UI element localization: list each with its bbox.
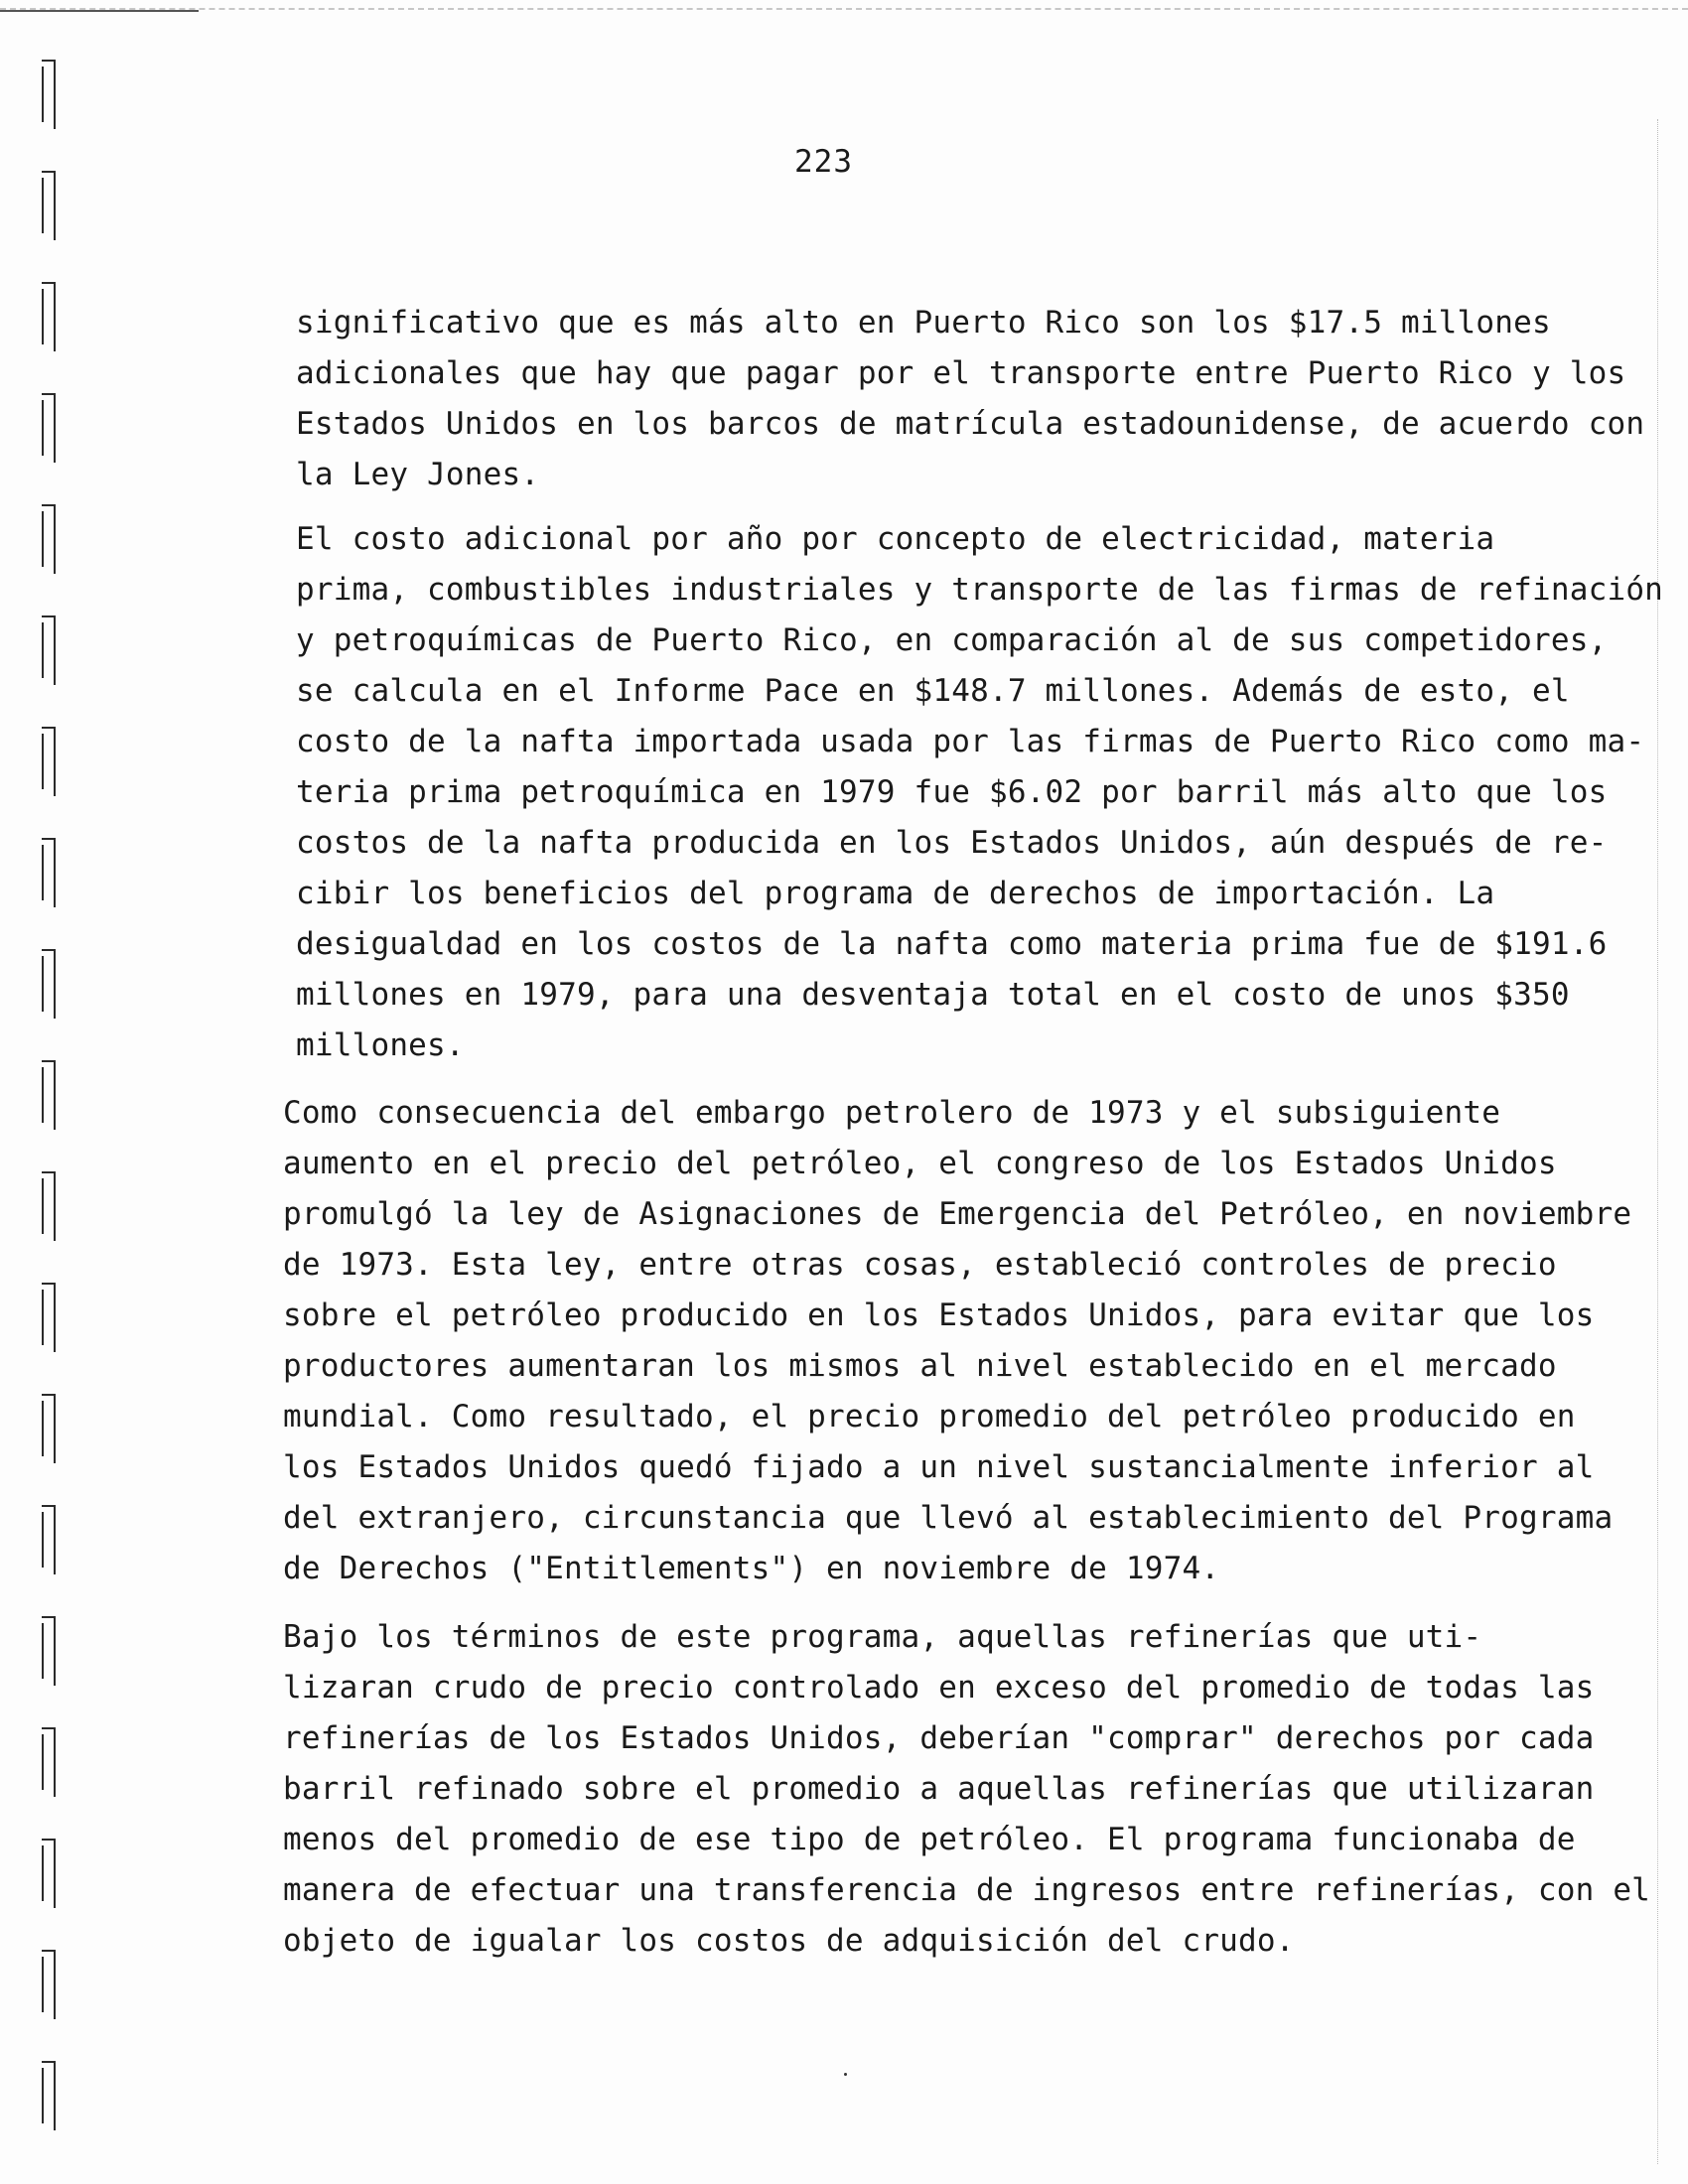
binding-mark (36, 1171, 66, 1241)
binding-mark (36, 1060, 66, 1130)
text-line: productores aumentaran los mismos al nivel establecido en el mercado (283, 1348, 1557, 1384)
binding-mark (36, 2061, 66, 2130)
paragraph-2 (296, 514, 1663, 1071)
scan-artifact-line (0, 10, 199, 12)
binding-mark (36, 1394, 66, 1463)
text-line: los Estados Unidos quedó fijado a un nivel sustancialmente inferior al (283, 1449, 1595, 1485)
text-line: sobre el petróleo producido en los Estados Unidos, para evitar que los (283, 1297, 1595, 1333)
binding-mark (36, 60, 66, 129)
text-line: El costo adicional por año por concepto de electricidad, materia (296, 521, 1495, 557)
binding-mark (36, 1727, 66, 1797)
text-line: costos de la nafta producida en los Estados Unidos, aún después de re- (296, 825, 1608, 861)
text-line: Estados Unidos en los barcos de matrícula estadounidense, de acuerdo con (296, 406, 1645, 442)
text-line: mundial. Como resultado, el precio promedio del petróleo producido en (283, 1399, 1576, 1434)
text-line: teria prima petroquímica en 1979 fue $6.02 por barril más alto que los (296, 774, 1608, 810)
text-line: millones en 1979, para una desventaja total en el costo de unos $350 (296, 977, 1570, 1013)
binding-mark (36, 171, 66, 240)
paragraph-4 (283, 1612, 1650, 1967)
text-line: costo de la nafta importada usada por las firmas de Puerto Rico como ma- (296, 724, 1645, 759)
paragraph-3 (283, 1088, 1631, 1594)
text-line: promulgó la ley de Asignaciones de Emergencia del Petróleo, en noviembre (283, 1196, 1632, 1232)
text-line: de Derechos ("Entitlements") en noviembre de 1974. (283, 1551, 1220, 1586)
binding-mark (36, 1616, 66, 1686)
binding-mark (36, 615, 66, 685)
text-line: se calcula en el Informe Pace en $148.7 millones. Además de esto, el (296, 673, 1570, 709)
text-line: aumento en el precio del petróleo, el congreso de los Estados Unidos (283, 1146, 1557, 1181)
binding-mark (36, 727, 66, 796)
text-line: Bajo los términos de este programa, aquellas refinerías que uti- (283, 1619, 1482, 1655)
scan-artifact-top (0, 8, 1688, 14)
binding-mark (36, 1283, 66, 1352)
binding-mark (36, 282, 66, 351)
paragraph-1 (296, 298, 1644, 500)
text-line: de 1973. Esta ley, entre otras cosas, estableció controles de precio (283, 1247, 1557, 1283)
page-right-edge (1656, 119, 1658, 2164)
text-line: manera de efectuar una transferencia de ingresos entre refinerías, con el (283, 1872, 1651, 1908)
text-line: menos del promedio de ese tipo de petróleo. El programa funcionaba de (283, 1822, 1576, 1857)
text-line: desigualdad en los costos de la nafta como materia prima fue de $191.6 (296, 926, 1608, 962)
page-number: 223 (794, 144, 853, 180)
text-line: prima, combustibles industriales y transporte de las firmas de refinación (296, 572, 1664, 608)
text-line: millones. (296, 1027, 465, 1063)
binding-mark (36, 1950, 66, 2019)
text-line: la Ley Jones. (296, 457, 540, 492)
binding-mark (36, 504, 66, 574)
text-line: adicionales que hay que pagar por el transporte entre Puerto Rico y los (296, 355, 1626, 391)
text-line: Como consecuencia del embargo petrolero de 1973 y el subsiguiente (283, 1095, 1501, 1131)
text-line: y petroquímicas de Puerto Rico, en comparación al de sus competidores, (296, 622, 1608, 658)
text-line: cibir los beneficios del programa de derechos de importación. La (296, 876, 1495, 911)
text-line: objeto de igualar los costos de adquisición del crudo. (283, 1923, 1295, 1959)
binding-holes (36, 60, 75, 2164)
text-line: lizaran crudo de precio controlado en exceso del promedio de todas las (283, 1670, 1595, 1706)
binding-mark (36, 949, 66, 1019)
scan-speck (844, 2073, 847, 2076)
text-line: barril refinado sobre el promedio a aquellas refinerías que utilizaran (283, 1771, 1595, 1807)
text-line: significativo que es más alto en Puerto Rico son los $17.5 millones (296, 305, 1551, 341)
binding-mark (36, 838, 66, 907)
text-line: del extranjero, circunstancia que llevó al establecimiento del Programa (283, 1500, 1614, 1536)
binding-mark (36, 1505, 66, 1574)
text-line: refinerías de los Estados Unidos, deberían "comprar" derechos por cada (283, 1720, 1595, 1756)
binding-mark (36, 393, 66, 463)
binding-mark (36, 1839, 66, 1908)
